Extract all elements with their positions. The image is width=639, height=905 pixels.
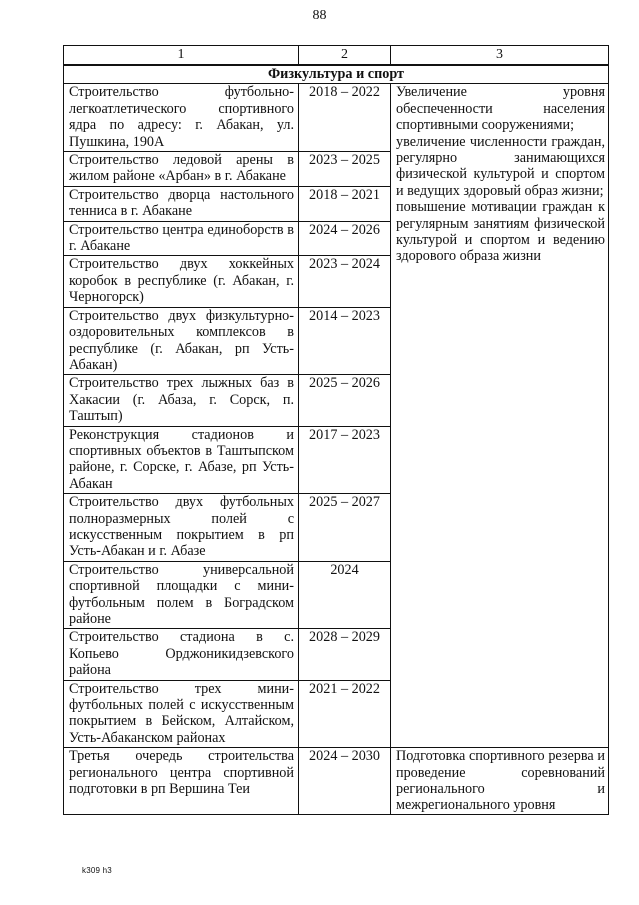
result-cell: Подготовка спортивного резерва и проведение соревнований регионального и межрегионального уровня (391, 748, 609, 815)
object-cell: Реконструкция стадионов и спортивных объектов в Таштыпском районе, г. Сорске, г. Абазе, рп Усть-Абакан (64, 426, 299, 494)
years-cell: 2021 – 2022 (299, 680, 391, 748)
object-cell: Строительство трех лыжных баз в Хакасии (г. Абаза, г. Сорск, п. Таштып) (64, 375, 299, 426)
page-number: 88 (312, 8, 327, 23)
object-cell: Строительство трех мини-футбольных полей с искусственным покрытием в Бейском, Алтайском, Усть-Абаканском районах (64, 680, 299, 748)
result-line: Увеличение уровня обеспеченности населения спортивными сооружениями; (396, 84, 605, 134)
object-cell: Строительство футбольно-легкоатлетического спортивного ядра по адресу: г. Абакан, ул. Пушкина, 190А (64, 84, 299, 152)
column-header-3: 3 (391, 46, 609, 66)
object-cell: Строительство двух хоккейных коробок в республике (г. Абакан, г. Черногорск) (64, 256, 299, 307)
years-cell: 2024 – 2026 (299, 221, 391, 256)
object-cell: Строительство универсальной спортивной площадки с мини-футбольным полем в Боградском районе (64, 561, 299, 629)
years-cell: 2014 – 2023 (299, 307, 391, 375)
table-row (64, 84, 609, 152)
years-cell: 2025 – 2027 (299, 494, 391, 562)
years-cell: 2018 – 2022 (299, 84, 391, 152)
table-header-row (64, 46, 609, 66)
column-header-1: 1 (64, 46, 299, 66)
years-cell: 2023 – 2025 (299, 152, 391, 187)
projects-table (63, 45, 609, 815)
years-cell: 2023 – 2024 (299, 256, 391, 307)
object-cell: Строительство ледовой арены в жилом районе «Арбан» в г. Абакане (64, 152, 299, 187)
object-cell: Строительство стадиона в с. Копьево Орджоникидзевского района (64, 629, 299, 680)
object-cell: Строительство двух физкультурно-оздоровительных комплексов в республике (г. Абакан, рп Усть-Абакан) (64, 307, 299, 375)
result-line: повышение мотивации граждан к регулярным занятиям физической культурой и спортом и ведению здорового образа жизни (396, 199, 605, 265)
footer-code: k309 h3 (82, 866, 112, 875)
object-cell: Третья очередь строительства регионального центра спортивной подготовки в рп Вершина Теи (64, 748, 299, 815)
object-cell: Строительство дворца настольного тенниса в г. Абакане (64, 186, 299, 221)
result-cell (391, 84, 609, 748)
object-cell: Строительство центра единоборств в г. Абакане (64, 221, 299, 256)
section-row (64, 65, 609, 84)
years-cell: 2025 – 2026 (299, 375, 391, 426)
years-cell: 2024 – 2030 (299, 748, 391, 815)
years-cell: 2024 (299, 561, 391, 629)
table-row (64, 748, 609, 815)
column-header-2: 2 (299, 46, 391, 66)
section-title: Физкультура и спорт (64, 65, 609, 84)
object-cell: Строительство двух футбольных полноразмерных полей с искусственным покрытием в рп Усть-Абакан и г. Абазе (64, 494, 299, 562)
years-cell: 2028 – 2029 (299, 629, 391, 680)
result-line: увеличение численности граждан, регулярно занимающихся физической культурой и спортом и ведущих здоровый образ жизни; (396, 133, 605, 199)
years-cell: 2017 – 2023 (299, 426, 391, 494)
years-cell: 2018 – 2021 (299, 186, 391, 221)
